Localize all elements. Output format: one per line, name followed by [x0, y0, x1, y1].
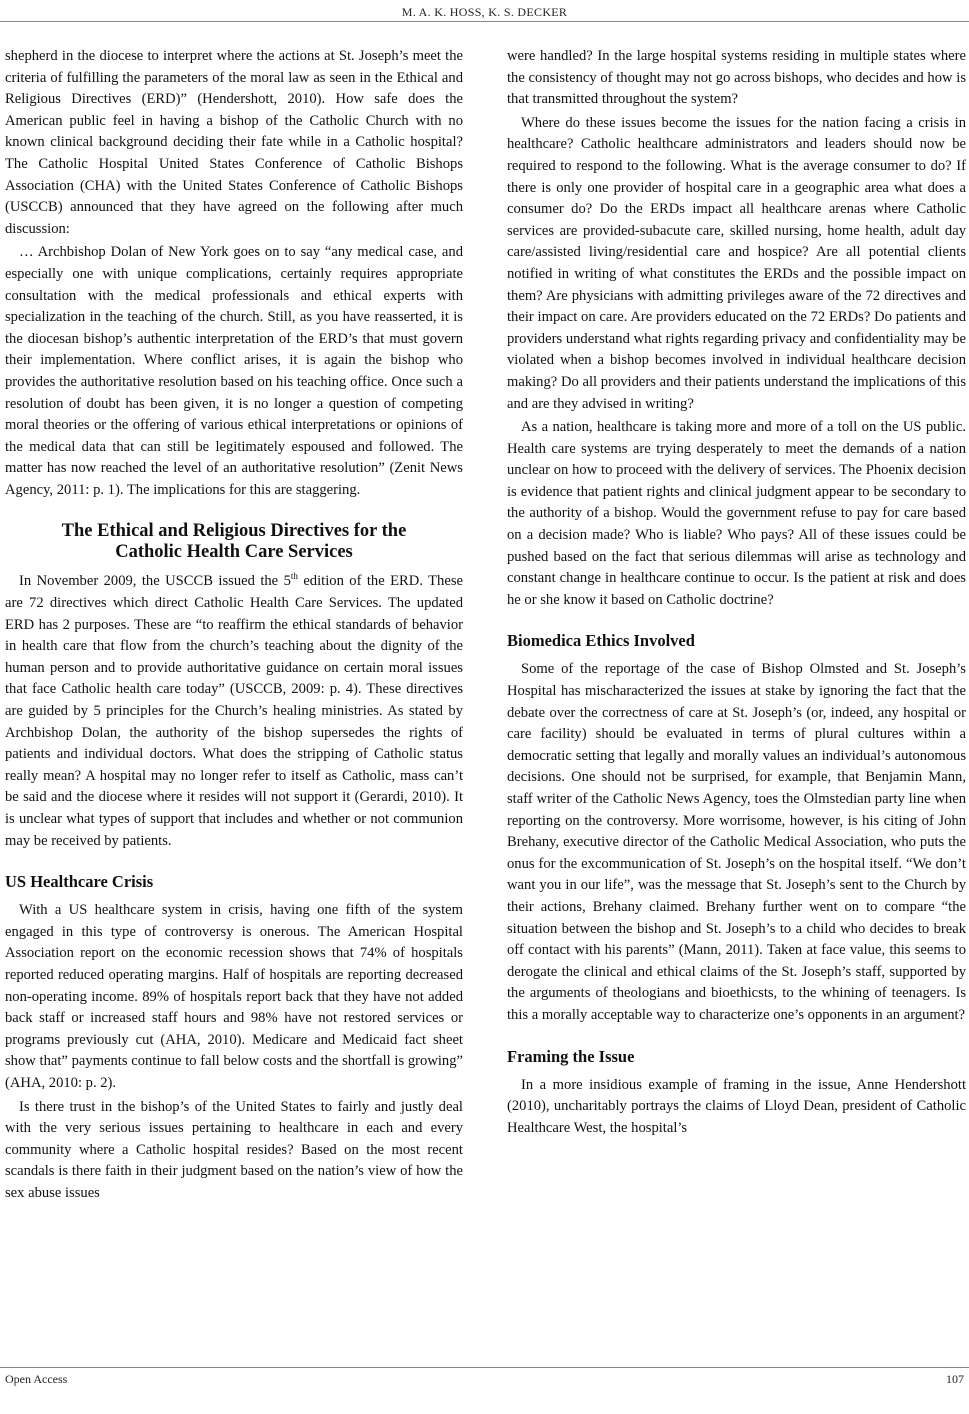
erd-superscript: th: [290, 571, 298, 582]
framing-paragraph: In a more insidious example of framing in the issue, Anne Hendershott (2010), uncharitably portrays the claims of Lloyd Dean, president of Catholic Healthcare West, the hospital’s: [507, 1076, 966, 1136]
footer-rule: [0, 1367, 969, 1368]
crisis-paragraph-2: Is there trust in the bishop’s of the United States to fairly and justly deal with the very serious issues pertaining to healthcare in each and every community where a Catholic hospital resides? Based on the most recent scandals is there faith in their judgment based on the nation’s view of how the sex abuse issues: [5, 1098, 463, 1201]
subsection-heading-framing: Framing the Issue: [507, 1046, 635, 1066]
page-number: 107: [946, 1372, 964, 1386]
section-title: [5, 521, 463, 563]
nation-paragraph: As a nation, healthcare is taking more and more of a toll on the US public. Health care systems are trying desperately to meet the demands of a nation unclear on how to proceed with the delivery of services. The Phoenix decision is evidence that patient rights and clinical judgment appear to be secondary to the authority of a bishop. Would the government refuse to pay for care based on a decision made? Who is liable? Who pays? All of these issues could be pushed based on the fact that serious dilemmas will arise as technology and constant change in healthcare continue to occur. Is the patient at risk and does he or she know it based on Catholic doctrine?: [507, 419, 966, 608]
running-head: M. A. K. HOSS, K. S. DECKER: [401, 5, 568, 19]
paragraph-continuation: shepherd in the diocese to interpret where the actions at St. Joseph’s meet the criteria of fulfilling the parameters of the moral law as seen in the Ethical and Religious Directives (ERD)” (Hendershott, 2010). How safe does the American public feel in having a bishop of the Catholic Church with no known clinical background deciding their fate while in a Catholic hospital? The Catholic Hospital United States Conference of Catholic Bishops Association (CHA) with the United States Conference of Catholic Bishops (USCCB) announced that they have agreed on the following after much discussion:: [5, 48, 463, 237]
subsection-heading-ethics: Biomedica Ethics Involved: [507, 631, 695, 651]
left-column: [5, 46, 463, 1205]
erd-text-rest: edition of the ERD. These are 72 directives which direct Catholic Health Care Services. The updated ERD has 2 purposes. These are “to reaffirm the ethical standards of behavior in health care that flow from the church’s teaching about the dignity of the human person and to provide authoritative guidance on certain moral issues that face Catholic health care today” (USCCB, 2009: p. 4). These directives are guided by 5 principles for the Church’s healing ministries. As stated by Archbishop Dolan, the authority of the bishop supersedes the rights of patients and individual doctors. What does the stripping of Catholic status really mean? A hospital may no longer refer to itself as Catholic, mass can’t be said and the diocese where it resides will not support it (Gerardi, 2010). It is unclear what types of support that includes and whether or not communion may be received by patients.: [5, 573, 463, 849]
subsection-heading-crisis: US Healthcare Crisis: [5, 872, 154, 892]
footer-open-access: Open Access: [5, 1372, 68, 1386]
crisis-paragraph-1: With a US healthcare system in crisis, having one fifth of the system engaged in this type of controversy is onerous. The American Hospital Association report on the economic recession shows that 74% of hospitals reported reduced operating margins. Half of hospitals are reporting decreased non-operating income. 89% of hospitals report back that they have not added back staff or increased staff hours and 98% have not restored services or programs previously cut (AHA, 2010). Medicare and Medicaid fact sheet show that” payments continue to fall below costs and the shortfall is growing” (AHA, 2010: p. 2).: [5, 902, 463, 1091]
right-column: [507, 46, 966, 1139]
section-title-line2: Catholic Health Care Services: [115, 542, 353, 563]
ethics-paragraph: Some of the reportage of the case of Bishop Olmsted and St. Joseph’s Hospital has mischaracterized the issues at stake by ignoring the fact that the debate over the correctness of care at St. Joseph’s (or, indeed, any hospital or care facility) should be evaluated in terms of plural cultures within a democratic setting that legally and morally values an individual’s autonomous decisions. One should not be surprised, for example, that Benjamin Mann, staff writer of the Catholic News Agency, toes the Olmstedian party line when reporting on the controversy. More worrisome, however, is his citing of John Brehany, executive director of the Catholic Medical Association, who puts the onus for the excommunication of St. Joseph’s on the hospital itself. “We don’t want you in our life”, was the message that St. Joseph’s sent to the Church by their actions, Brehany claimed. Brehany further went on to compare “the situation between the bishop and St. Joseph’s to a child who decides to break off contact with his parents” (Mann, 2011). Taken at face value, this seems to derogate the clinical and ethical claims of the St. Joseph’s staff, supported by the arguments of theologians and bioethicsts, to the whining of teenagers. Is this a morally acceptable way to characterize one’s opponents in an argument?: [507, 661, 966, 1023]
section-title-line1: The Ethical and Religious Directives for the: [61, 521, 407, 542]
erd-text-start: In November 2009, the USCCB issued the 5: [19, 573, 291, 590]
block-quote-paragraph: … Archbishop Dolan of New York goes on to say “any medical case, and especially one with unique complications, certainly requires appropriate consultation with the medical professionals and ethical experts with specialization in the teaching of the church. Still, as you have reasserted, it is the diocesan bishop’s authentic interpretation of the ERD’s that must govern their implementation. Where conflict arises, it is again the bishop who provides the authoritative resolution based on his teaching office. Once such a resolution of doubt has been given, it is no longer a question of competing moral theories or the offering of various ethical interpretations or opinions of the medical data that can still be legitimately espoused and followed. The matter has now reached the level of an authoritative resolution” (Zenit News Agency, 2011: p. 1). The implications for this are staggering.: [5, 244, 463, 498]
erd-paragraph: [5, 571, 463, 852]
header-rule: [0, 21, 969, 22]
questions-paragraph: Where do these issues become the issues for the nation facing a crisis in healthcare? Catholic healthcare administrators and leaders should now be required to respond to the following. What is the average consumer to do? If there is only one provider of hospital care in a geographic area what does a consumer do? Do the ERDs impact all healthcare arenas where Catholic services are provided-subacute care, skilled nursing, home health, adult day care/assisted living/residential care and hospice? Are all potential clients notified in writing of what constitutes the ERDs and the possible impact on them? Are physicians with admitting privileges aware of the 72 directives and their impact on care. Are providers educated on the 72 ERDs? Do patients and providers understand what rights regarding privacy and confidentiality may be violated when a bishop becomes involved in individual healthcare decision making? Do all providers and their patients understand the implications of this and are they advised in writing?: [507, 114, 966, 412]
paragraph-continuation-right: were handled? In the large hospital systems residing in multiple states where the consistency of thought may not go across bishops, who decides and how is that transmitted throughout the system?: [507, 48, 966, 108]
